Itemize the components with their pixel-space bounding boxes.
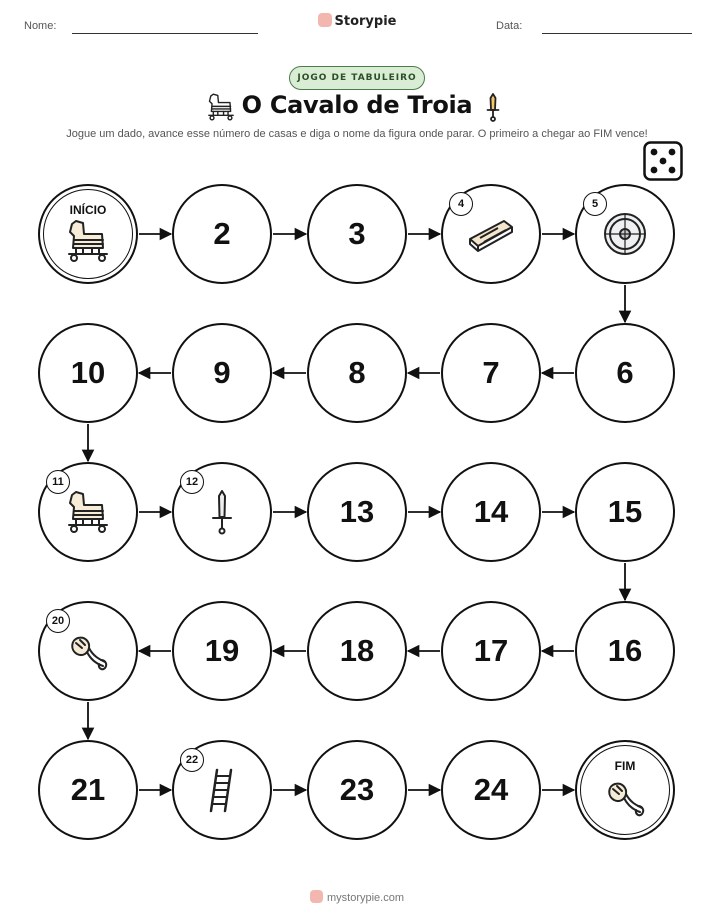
space-number: 14 xyxy=(473,494,509,529)
space-number: 24 xyxy=(473,772,509,807)
space-number: 10 xyxy=(70,355,106,390)
instructions: Jogue um dado, avance esse número de casas e diga o nome da figura onde parar. O primeiro a chegar ao FIM vence! xyxy=(66,128,648,140)
rope-icon xyxy=(63,626,113,676)
page-title: O Cavalo de Troia xyxy=(241,91,473,119)
board-space-7 xyxy=(441,323,541,423)
finish-label: FIM xyxy=(614,759,636,773)
trojan-horse-icon xyxy=(63,487,113,537)
trojan-horse-icon xyxy=(63,216,113,266)
space-number: 9 xyxy=(213,355,231,390)
board-space-2 xyxy=(172,184,272,284)
board-space-22 xyxy=(172,740,272,840)
space-number: 21 xyxy=(70,772,106,807)
board-space-23 xyxy=(307,740,407,840)
space-number: 23 xyxy=(339,772,375,807)
board-space-25 xyxy=(575,740,675,840)
game-type-badge: JOGO DE TABULEIRO xyxy=(289,66,425,90)
board-space-20 xyxy=(38,601,138,701)
space-number: 15 xyxy=(607,494,643,529)
space-number: 19 xyxy=(204,633,240,668)
board-space-3 xyxy=(307,184,407,284)
board-space-8 xyxy=(307,323,407,423)
board-space-19 xyxy=(172,601,272,701)
space-number: 7 xyxy=(482,355,500,390)
board-space-10 xyxy=(38,323,138,423)
rope-icon xyxy=(600,772,650,822)
space-number-badge: 20 xyxy=(46,609,70,633)
board-space-18 xyxy=(307,601,407,701)
board-space-9 xyxy=(172,323,272,423)
date-label: Data: xyxy=(496,20,523,32)
space-number: 3 xyxy=(348,216,366,251)
round-shield-icon xyxy=(600,209,650,259)
name-label: Nome: xyxy=(24,20,57,32)
space-number-badge: 4 xyxy=(449,192,473,216)
wooden-plank-icon xyxy=(466,209,516,259)
ladder-icon xyxy=(197,765,247,815)
board-space-13 xyxy=(307,462,407,562)
space-number: 6 xyxy=(616,355,634,390)
board-space-24 xyxy=(441,740,541,840)
board-space-6 xyxy=(575,323,675,423)
board-space-21 xyxy=(38,740,138,840)
board-space-4 xyxy=(441,184,541,284)
space-number: 2 xyxy=(213,216,231,251)
footer xyxy=(0,890,714,904)
space-number-badge: 22 xyxy=(180,748,204,772)
board-space-12 xyxy=(172,462,272,562)
space-number: 16 xyxy=(607,633,643,668)
board-space-1 xyxy=(38,184,138,284)
board-space-5 xyxy=(575,184,675,284)
space-number: 8 xyxy=(348,355,366,390)
board-space-11 xyxy=(38,462,138,562)
board-space-15 xyxy=(575,462,675,562)
board-space-16 xyxy=(575,601,675,701)
space-number-badge: 12 xyxy=(180,470,204,494)
space-number-badge: 11 xyxy=(46,470,70,494)
storypie-logo-icon xyxy=(310,890,323,903)
space-number-badge: 5 xyxy=(583,192,607,216)
board-space-14 xyxy=(441,462,541,562)
brand-name: Storypie xyxy=(334,14,397,29)
sword-icon xyxy=(197,487,247,537)
space-number: 17 xyxy=(473,633,509,668)
start-label: INÍCIO xyxy=(69,203,107,217)
footer-url: mystorypie.com xyxy=(326,892,405,904)
space-number: 13 xyxy=(339,494,375,529)
board-space-17 xyxy=(441,601,541,701)
space-number: 18 xyxy=(339,633,375,668)
